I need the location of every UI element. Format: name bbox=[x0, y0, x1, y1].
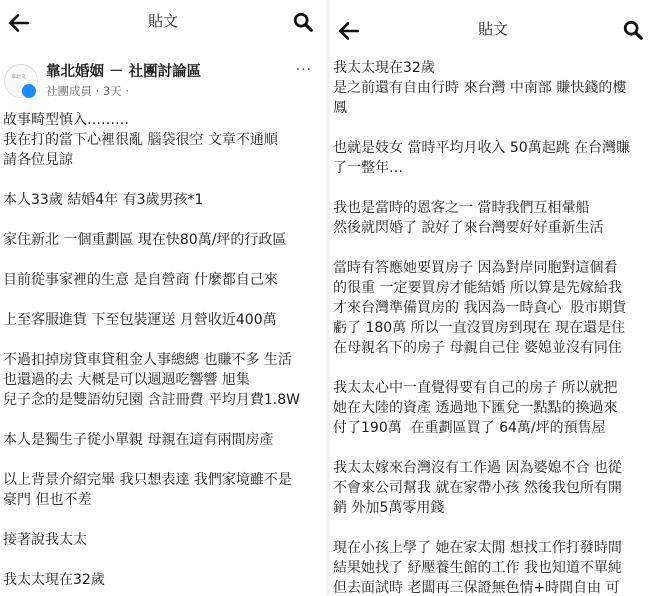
post-text-line: 以上背景介紹完畢 我只想表達 我們家境雖不是 bbox=[3, 472, 292, 488]
post-text-line: 本人33歲 結婚4年 有3歲男孩*1 bbox=[3, 192, 204, 208]
post-text-line: 也還過的去 大概是可以週週吃響響 旭集 bbox=[3, 372, 250, 388]
post-text-line: 我太太現在32歲 bbox=[3, 572, 105, 588]
post-paragraph bbox=[333, 258, 656, 358]
post-text-line: 上至客服進貨 下至包裝運送 月營收近400萬 bbox=[3, 312, 277, 328]
group-name[interactable]: 靠北婚姻 － 社團討論區 bbox=[46, 64, 202, 80]
post-paragraph bbox=[333, 458, 656, 518]
post-text-line: 的很重 一定要買房才能結婚 所以算是先嫁給我 bbox=[333, 280, 622, 296]
top-bar bbox=[0, 8, 326, 38]
post-text-line: 付了190萬 在重劃區買了 64萬/坪的預售屋 bbox=[333, 420, 606, 436]
member-badge-icon bbox=[20, 82, 38, 100]
post-text-line: 我也是當時的恩客之一 當時我們互相暈船 bbox=[333, 200, 590, 216]
post-text-line: 接著說我太太 bbox=[3, 532, 87, 548]
post-body bbox=[3, 110, 326, 596]
avatar-logo-text: 靠北文 bbox=[11, 74, 27, 80]
post-text-line: 虧了 180萬 所以一直沒買房到現在 現在還是住 bbox=[333, 320, 626, 336]
search-icon[interactable] bbox=[292, 11, 314, 33]
post-paragraph bbox=[333, 138, 656, 178]
post-text-line: 現在小孩上學了 她在家太閒 想找工作打發時間 bbox=[333, 540, 622, 556]
page-title: 貼文 bbox=[147, 12, 178, 30]
post-screen-right bbox=[330, 0, 656, 596]
post-paragraph bbox=[3, 470, 326, 510]
post-text-line: 她在大陸的資產 透過地下匯兌一點點的換過來 bbox=[333, 400, 618, 416]
post-paragraph bbox=[3, 310, 326, 330]
post-paragraph bbox=[333, 378, 656, 438]
post-paragraph bbox=[3, 530, 326, 550]
post-text-line: 銷 外加5萬零用錢 bbox=[333, 500, 445, 516]
post-body bbox=[333, 58, 656, 596]
post-paragraph bbox=[3, 190, 326, 210]
post-paragraph bbox=[333, 198, 656, 238]
post-text-line: 豪門 但也不差 bbox=[3, 492, 92, 508]
post-text-line: 在母親名下的房子 母親自己住 婆媳並沒有同住 bbox=[333, 340, 622, 356]
post-paragraph bbox=[3, 350, 326, 410]
post-text-line: 我太太現在32歲 bbox=[333, 60, 435, 76]
post-text-line: 結果她找了 紓壓養生館的工作 我也知道不單純 bbox=[333, 560, 622, 576]
post-paragraph bbox=[333, 538, 656, 596]
post-text-line: 目前從事家裡的生意 是自營商 什麼都自己來 bbox=[3, 272, 278, 288]
post-text-line: 我太太心中一直覺得要有自己的房子 所以就把 bbox=[333, 380, 618, 396]
post-meta: 社團成員 · 3天 · bbox=[46, 84, 130, 98]
post-text-line: 我在打的當下心裡很亂 腦袋很空 文章不通順 bbox=[3, 132, 278, 148]
top-bar bbox=[330, 16, 656, 46]
post-text-line: 本人是獨生子從小單親 母親在這有兩間房產 bbox=[3, 432, 274, 448]
post-text-line: 當時有答應她要買房子 因為對岸同胞對這個看 bbox=[333, 260, 618, 276]
post-text-line: 我太太嫁來台灣沒有工作過 因為婆媳不合 也從 bbox=[333, 460, 622, 476]
page-title: 貼文 bbox=[477, 20, 508, 38]
post-header bbox=[0, 62, 326, 106]
post-text-line: 了一整年… bbox=[333, 160, 403, 176]
post-text-line: 鳳 bbox=[333, 100, 347, 116]
post-paragraph bbox=[3, 230, 326, 250]
post-paragraph bbox=[333, 58, 656, 118]
post-paragraph bbox=[3, 110, 326, 170]
post-text-line: 故事畸型慎入……… bbox=[3, 112, 129, 128]
post-text-line: 不會來公司幫我 就在家帶小孩 然後我包所有開 bbox=[333, 480, 622, 496]
post-text-line: 但去面試時 老闆再三保證無色情+時間自由 可 bbox=[333, 580, 620, 596]
post-text-line: 不過扣掉房貸車貸租金人事總總 也賺不多 生活 bbox=[3, 352, 292, 368]
post-text-line: 家住新北 一個重劃區 現在快80萬/坪的行政區 bbox=[3, 232, 287, 248]
post-text-line: 兒子念的是雙語幼兒園 含註冊費 平均月費1.8W bbox=[3, 392, 301, 408]
post-screen-left bbox=[0, 0, 326, 596]
post-text-line: 也就是妓女 當時平均月收入 50萬起跳 在台灣賺 bbox=[333, 140, 631, 156]
post-paragraph bbox=[3, 570, 326, 590]
post-text-line: 是之前還有自由行時 來台灣 中南部 賺快錢的樓 bbox=[333, 80, 627, 96]
more-options-icon[interactable]: ··· bbox=[295, 62, 312, 78]
post-text-line: 請各位見諒 bbox=[3, 152, 73, 168]
search-icon[interactable] bbox=[622, 19, 644, 41]
post-text-line: 才來台灣準備買房的 我因為一時貪心 股市期貨 bbox=[333, 300, 627, 316]
post-paragraph bbox=[3, 270, 326, 290]
post-text-line: 然後就閃婚了 說好了來台灣要好好重新生活 bbox=[333, 220, 604, 236]
post-paragraph bbox=[3, 430, 326, 450]
